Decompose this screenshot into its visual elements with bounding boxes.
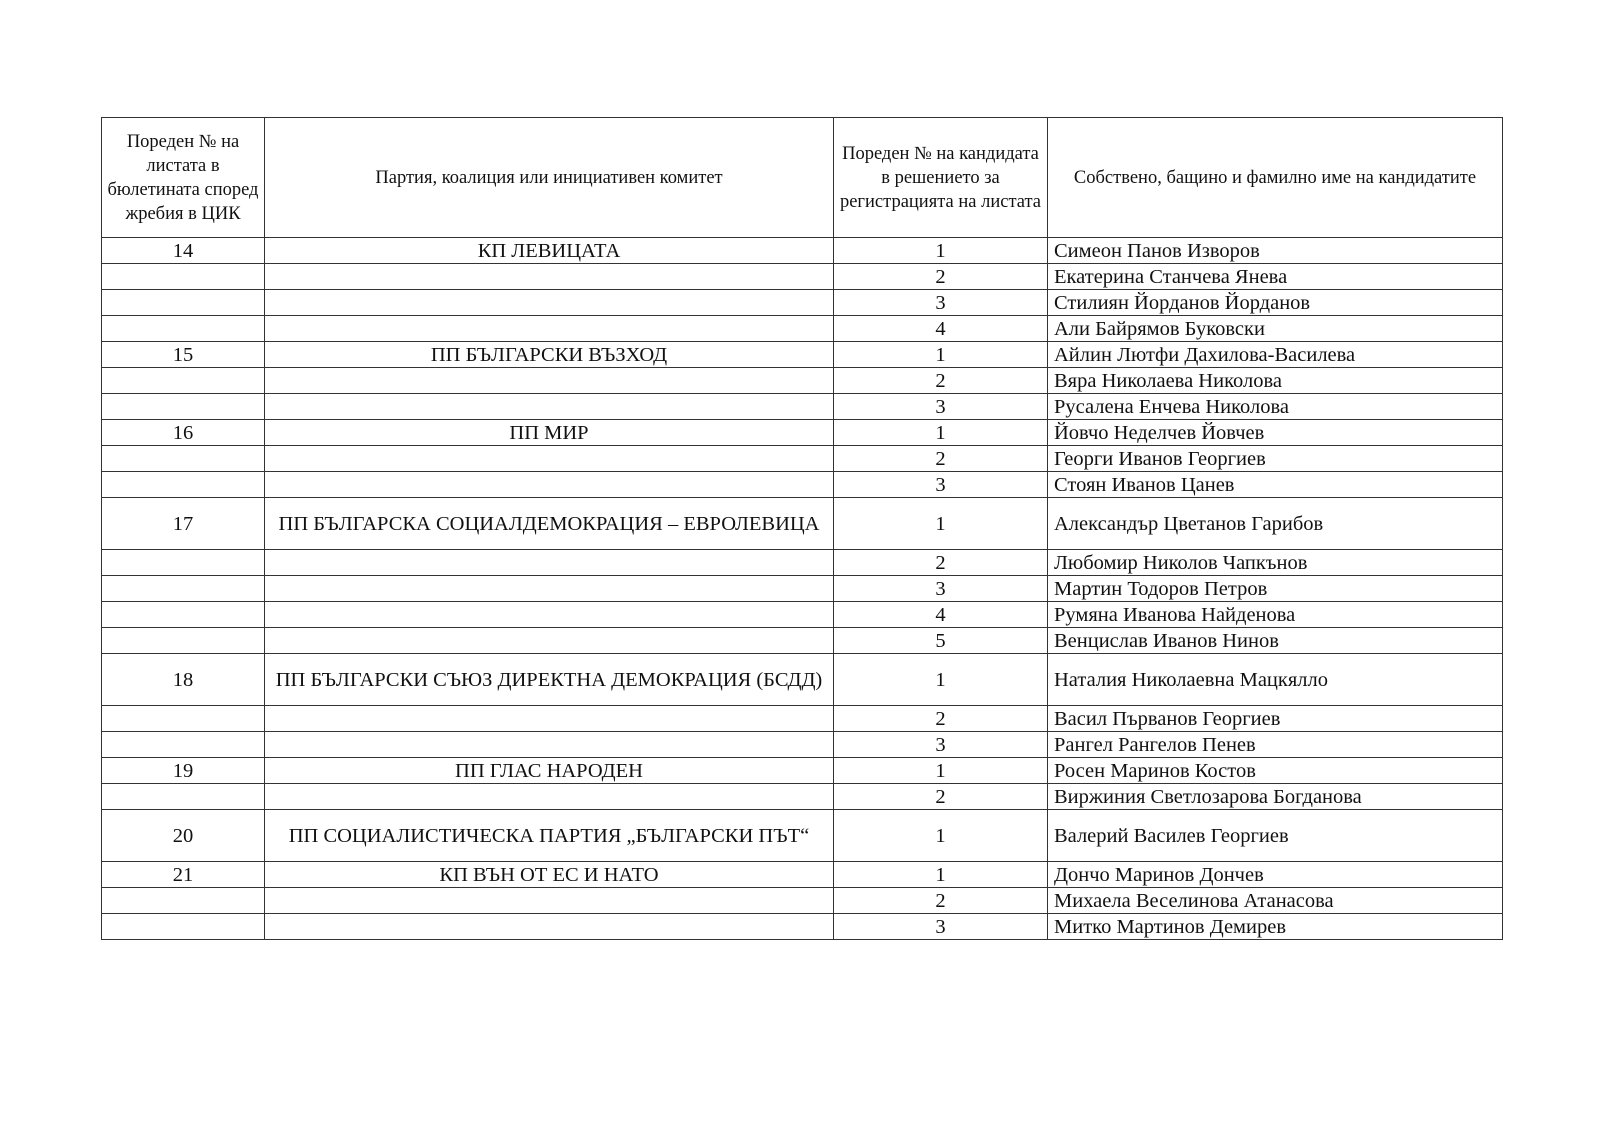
candidate-name-cell: Рангел Рангелов Пенев	[1048, 732, 1503, 758]
party-cell	[265, 550, 834, 576]
party-cell: ПП БЪЛГАРСКИ СЪЮЗ ДИРЕКТНА ДЕМОКРАЦИЯ (БСДД)	[265, 654, 834, 706]
candidate-number-cell: 3	[834, 394, 1048, 420]
list-number-cell	[102, 472, 265, 498]
party-cell	[265, 394, 834, 420]
list-number-cell	[102, 264, 265, 290]
candidate-name-cell: Венцислав Иванов Нинов	[1048, 628, 1503, 654]
candidate-name-cell: Валерий Василев Георгиев	[1048, 810, 1503, 862]
table-row	[102, 576, 1503, 602]
candidate-number-cell: 2	[834, 706, 1048, 732]
candidate-name-cell: Айлин Лютфи Дахилова-Василева	[1048, 342, 1503, 368]
candidate-number-cell: 3	[834, 576, 1048, 602]
list-number-cell	[102, 888, 265, 914]
candidate-number-cell: 2	[834, 368, 1048, 394]
candidate-number-cell: 1	[834, 420, 1048, 446]
list-number-cell	[102, 394, 265, 420]
candidate-number-cell: 4	[834, 602, 1048, 628]
candidate-number-cell: 2	[834, 550, 1048, 576]
list-number-cell	[102, 706, 265, 732]
candidate-number-cell: 3	[834, 914, 1048, 940]
list-number-cell	[102, 290, 265, 316]
list-number-cell	[102, 914, 265, 940]
candidate-name-cell: Мартин Тодоров Петров	[1048, 576, 1503, 602]
list-number-cell	[102, 576, 265, 602]
table-header-row	[102, 118, 1503, 238]
party-cell: ПП ГЛАС НАРОДЕН	[265, 758, 834, 784]
candidate-number-cell: 1	[834, 758, 1048, 784]
party-cell: ПП БЪЛГАРСКИ ВЪЗХОД	[265, 342, 834, 368]
party-cell	[265, 576, 834, 602]
candidate-number-cell: 1	[834, 342, 1048, 368]
table-row	[102, 784, 1503, 810]
list-number-cell: 17	[102, 498, 265, 550]
table-row	[102, 368, 1503, 394]
table-row	[102, 888, 1503, 914]
table-body	[102, 238, 1503, 940]
header-candidate-name: Собствено, бащино и фамилно име на кандидатите	[1048, 118, 1503, 238]
table-row	[102, 264, 1503, 290]
list-number-cell	[102, 446, 265, 472]
candidate-number-cell: 4	[834, 316, 1048, 342]
candidate-name-cell: Симеон Панов Изворов	[1048, 238, 1503, 264]
party-cell	[265, 602, 834, 628]
table-row	[102, 862, 1503, 888]
table-row	[102, 602, 1503, 628]
party-cell: ПП СОЦИАЛИСТИЧЕСКА ПАРТИЯ „БЪЛГАРСКИ ПЪТ“	[265, 810, 834, 862]
party-cell	[265, 472, 834, 498]
candidate-name-cell: Екатерина Станчева Янева	[1048, 264, 1503, 290]
list-number-cell: 18	[102, 654, 265, 706]
table-row	[102, 394, 1503, 420]
list-number-cell: 14	[102, 238, 265, 264]
candidate-name-cell: Росен Маринов Костов	[1048, 758, 1503, 784]
candidate-name-cell: Али Байрямов Буковски	[1048, 316, 1503, 342]
party-cell	[265, 446, 834, 472]
party-cell	[265, 888, 834, 914]
candidate-name-cell: Стоян Иванов Цанев	[1048, 472, 1503, 498]
party-cell	[265, 368, 834, 394]
party-cell: КП ВЪН ОТ ЕС И НАТО	[265, 862, 834, 888]
candidate-name-cell: Йовчо Неделчев Йовчев	[1048, 420, 1503, 446]
candidate-number-cell: 2	[834, 784, 1048, 810]
candidate-name-cell: Васил Първанов Георгиев	[1048, 706, 1503, 732]
party-cell	[265, 914, 834, 940]
table-row	[102, 706, 1503, 732]
party-cell	[265, 784, 834, 810]
candidate-number-cell: 2	[834, 888, 1048, 914]
candidate-name-cell: Александър Цветанов Гарибов	[1048, 498, 1503, 550]
party-cell	[265, 628, 834, 654]
header-candidate-number: Пореден № на кандидата в решението за регистрацията на листата	[834, 118, 1048, 238]
list-number-cell: 16	[102, 420, 265, 446]
candidate-number-cell: 1	[834, 498, 1048, 550]
list-number-cell	[102, 784, 265, 810]
party-cell	[265, 706, 834, 732]
table-row	[102, 420, 1503, 446]
candidate-registry-table	[101, 117, 1503, 940]
table-row	[102, 810, 1503, 862]
list-number-cell: 15	[102, 342, 265, 368]
list-number-cell	[102, 732, 265, 758]
party-cell	[265, 732, 834, 758]
candidate-number-cell: 3	[834, 290, 1048, 316]
candidate-number-cell: 1	[834, 654, 1048, 706]
candidate-number-cell: 3	[834, 472, 1048, 498]
table-row	[102, 550, 1503, 576]
list-number-cell: 20	[102, 810, 265, 862]
candidate-name-cell: Любомир Николов Чапкънов	[1048, 550, 1503, 576]
candidate-number-cell: 5	[834, 628, 1048, 654]
table-row	[102, 628, 1503, 654]
party-cell: ПП МИР	[265, 420, 834, 446]
list-number-cell	[102, 628, 265, 654]
table-row	[102, 238, 1503, 264]
header-party: Партия, коалиция или инициативен комитет	[265, 118, 834, 238]
list-number-cell	[102, 368, 265, 394]
list-number-cell: 21	[102, 862, 265, 888]
candidate-name-cell: Стилиян Йорданов Йорданов	[1048, 290, 1503, 316]
candidate-number-cell: 1	[834, 810, 1048, 862]
table-row	[102, 472, 1503, 498]
candidate-number-cell: 3	[834, 732, 1048, 758]
list-number-cell	[102, 550, 265, 576]
candidate-name-cell: Митко Мартинов Демирев	[1048, 914, 1503, 940]
candidate-number-cell: 2	[834, 446, 1048, 472]
header-list-number: Пореден № на листата в бюлетината според жребия в ЦИК	[102, 118, 265, 238]
candidate-name-cell: Румяна Иванова Найденова	[1048, 602, 1503, 628]
candidate-name-cell: Георги Иванов Георгиев	[1048, 446, 1503, 472]
table-row	[102, 732, 1503, 758]
candidate-name-cell: Наталия Николаевна Мацкялло	[1048, 654, 1503, 706]
candidate-name-cell: Дончо Маринов Дончев	[1048, 862, 1503, 888]
list-number-cell	[102, 602, 265, 628]
candidate-number-cell: 1	[834, 238, 1048, 264]
table-row	[102, 758, 1503, 784]
table-row	[102, 446, 1503, 472]
list-number-cell	[102, 316, 265, 342]
list-number-cell: 19	[102, 758, 265, 784]
party-cell	[265, 264, 834, 290]
table-row	[102, 290, 1503, 316]
party-cell	[265, 316, 834, 342]
candidate-number-cell: 1	[834, 862, 1048, 888]
table-row	[102, 498, 1503, 550]
table-row	[102, 342, 1503, 368]
candidate-name-cell: Русалена Енчева Николова	[1048, 394, 1503, 420]
party-cell	[265, 290, 834, 316]
candidate-name-cell: Михаела Веселинова Атанасова	[1048, 888, 1503, 914]
party-cell: ПП БЪЛГАРСКА СОЦИАЛДЕМОКРАЦИЯ – ЕВРОЛЕВИЦА	[265, 498, 834, 550]
candidate-name-cell: Вяра Николаева Николова	[1048, 368, 1503, 394]
candidate-name-cell: Виржиния Светлозарова Богданова	[1048, 784, 1503, 810]
table-row	[102, 316, 1503, 342]
table-row	[102, 914, 1503, 940]
table-row	[102, 654, 1503, 706]
party-cell: КП ЛЕВИЦАТА	[265, 238, 834, 264]
candidate-number-cell: 2	[834, 264, 1048, 290]
